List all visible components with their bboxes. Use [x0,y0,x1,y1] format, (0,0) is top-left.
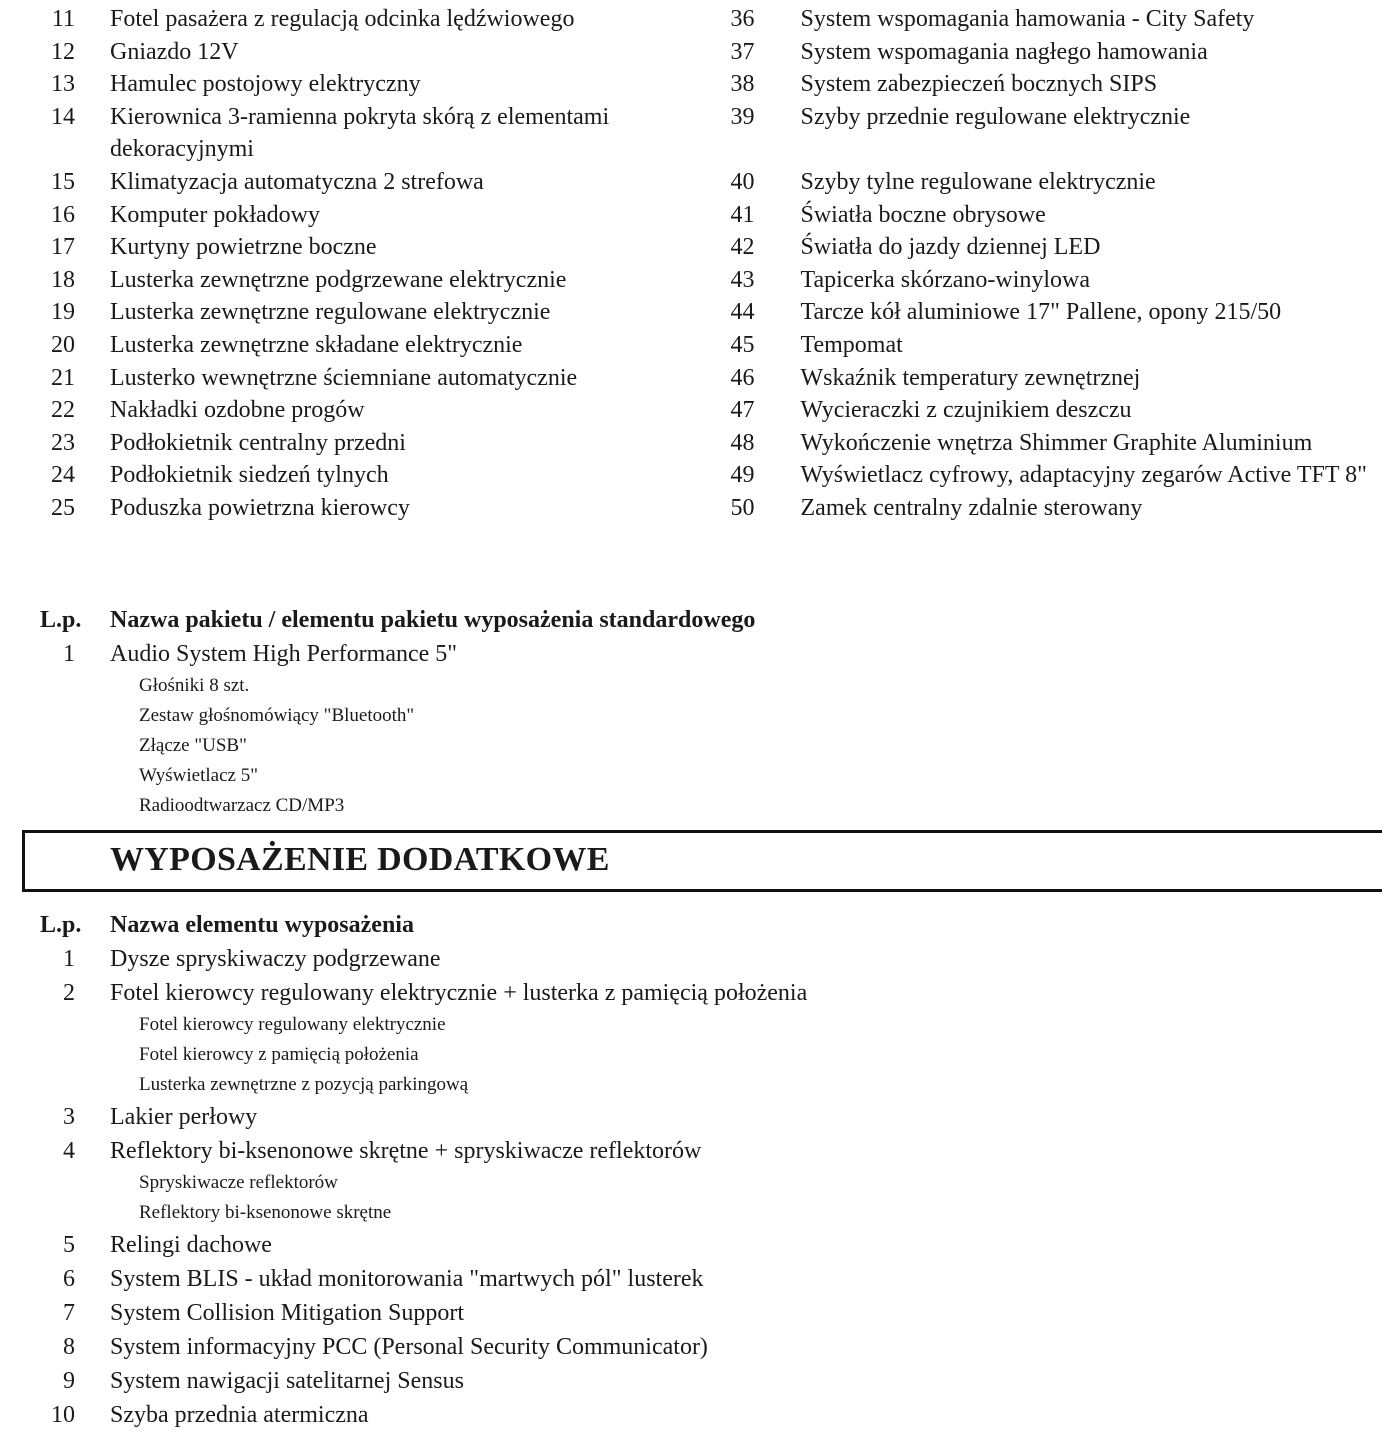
item-name: Lakier perłowy [110,1104,258,1130]
item-number: 1 [63,946,75,972]
list-row [0,329,1382,362]
list-item [693,296,1382,329]
sub-item: Fotel kierowcy regulowany elektrycznie [139,1014,446,1035]
item-number: 12 [51,38,75,65]
item-number: 2 [63,980,75,1006]
list-item [0,427,693,460]
list-row [0,36,1382,69]
item-number: 1 [63,641,75,667]
list-item [0,1330,1382,1364]
list-row [0,264,1382,297]
list-item [693,199,1382,232]
list-item [693,36,1382,69]
item-number: 21 [51,364,75,391]
item-number: 6 [63,1266,75,1292]
item-name: Wskaźnik temperatury zewnętrznej [800,364,1141,391]
item-number: 43 [730,266,755,293]
item-number: 13 [51,71,75,98]
list-item [0,1364,1382,1398]
item-number: 36 [730,6,755,32]
list-item [0,1296,1382,1330]
list-item [693,166,1382,199]
list-row [0,231,1382,264]
list-row [0,394,1382,427]
sub-item: Radioodtwarzacz CD/MP3 [139,795,345,816]
list-item [693,459,1382,492]
list-row [0,101,1382,166]
sub-item: Reflektory bi-ksenonowe skrętne [139,1202,392,1223]
item-name: Szyba przednia atermiczna [110,1402,369,1428]
packages-section [0,604,1382,821]
sub-item: Złącze "USB" [139,735,247,756]
list-item [0,1228,1382,1262]
list-item [693,264,1382,297]
list-item [693,231,1382,264]
item-name: Szyby tylne regulowane elektrycznie [800,168,1156,195]
item-number: 40 [730,168,755,195]
item-number: 50 [730,494,755,521]
list-item [693,362,1382,395]
list-item [0,296,693,329]
list-item [0,1262,1382,1296]
item-number: 47 [730,397,755,424]
list-row [0,427,1382,460]
item-number: 20 [51,331,75,358]
sub-item: Głośniki 8 szt. [139,675,250,696]
item-number: 49 [730,462,755,489]
name-header: Nazwa pakietu / elementu pakietu wyposażenia standardowego [110,607,756,633]
item-number: 17 [51,234,75,261]
list-item [693,3,1382,36]
item-name: Podłokietnik siedzeń tylnych [110,462,389,489]
item-name: System Collision Mitigation Support [110,1300,465,1326]
item-number: 16 [51,201,75,228]
list-item [0,264,693,297]
item-name: Wykończenie wnętrza Shimmer Graphite Aluminium [800,429,1313,456]
sub-item: Lusterka zewnętrzne z pozycją parkingową [139,1074,469,1095]
item-name: Kierownica 3-ramienna pokryta skórą z elementami dekoracyjnymi [110,103,610,163]
item-name: Fotel pasażera z regulacją odcinka lędźwiowego [110,6,575,32]
lp-header: L.p. [40,607,82,633]
item-number: 7 [63,1300,75,1326]
item-name: Lusterko wewnętrzne ściemniane automatycznie [110,364,578,391]
section-title-box [22,830,1382,892]
sub-item: Spryskiwacze reflektorów [139,1172,338,1193]
item-name: Dysze spryskiwaczy podgrzewane [110,946,441,972]
list-item [693,68,1382,101]
item-number: 48 [730,429,755,456]
name-header: Nazwa elementu wyposażenia [110,912,414,938]
item-number: 25 [51,494,75,521]
item-number: 45 [730,331,755,358]
list-row [0,68,1382,101]
item-number: 44 [730,299,755,326]
item-name: Lusterka zewnętrzne składane elektrycznie [110,331,523,358]
section-title: WYPOSAŻENIE DODATKOWE [110,841,610,878]
sub-item: Wyświetlacz 5" [139,765,258,786]
item-number: 38 [730,71,755,98]
item-name: Lusterka zewnętrzne regulowane elektrycznie [110,299,551,326]
item-number: 24 [51,462,75,489]
list-item [0,394,693,427]
list-item [0,36,693,69]
additional-section [0,909,1382,1432]
item-name: Światła boczne obrysowe [800,201,1046,228]
list-item [0,3,693,36]
item-name: Światła do jazdy dziennej LED [800,234,1101,261]
item-name: System BLIS - układ monitorowania "martwych pól" lusterek [110,1266,704,1292]
item-name: Zamek centralny zdalnie sterowany [800,494,1143,521]
sub-item: Zestaw głośnomówiący "Bluetooth" [139,705,415,726]
list-item [693,329,1382,362]
item-number: 18 [51,266,75,293]
item-name: Lusterka zewnętrzne podgrzewane elektrycznie [110,266,567,293]
list-row [0,459,1382,492]
list-item [0,166,693,199]
item-name: Gniazdo 12V [110,38,239,65]
list-item [0,101,693,166]
item-number: 9 [63,1368,75,1394]
list-row [0,296,1382,329]
list-item [693,427,1382,460]
list-row [0,362,1382,395]
lp-header: L.p. [40,912,82,938]
standard-equipment-list [0,3,1382,525]
item-number: 4 [63,1138,75,1164]
item-name: Podłokietnik centralny przedni [110,429,406,456]
item-name: Wycieraczki z czujnikiem deszczu [800,397,1132,424]
item-name: Hamulec postojowy elektryczny [110,71,421,98]
item-number: 3 [63,1104,75,1130]
list-row [0,166,1382,199]
list-row [0,3,1382,36]
packages-header [0,604,1382,637]
item-number: 23 [51,429,75,456]
item-name: Tarcze kół aluminiowe 17" Pallene, opony 215/50 [800,299,1282,326]
list-item [0,459,693,492]
item-name: Nakładki ozdobne progów [110,397,365,424]
item-number: 19 [51,299,75,326]
list-item [0,362,693,395]
item-name: System wspomagania hamowania - City Safety [800,6,1255,32]
list-row [0,492,1382,525]
list-item [0,329,693,362]
item-name: System zabezpieczeń bocznych SIPS [800,71,1158,98]
list-item [0,492,693,525]
list-item [0,231,693,264]
list-item [693,492,1382,525]
item-number: 15 [51,168,75,195]
item-name: Tempomat [800,331,903,358]
item-name: Poduszka powietrzna kierowcy [110,494,410,521]
item-name: Tapicerka skórzano-winylowa [800,266,1091,293]
list-item [693,394,1382,427]
item-name: Szyby przednie regulowane elektrycznie [800,103,1191,130]
item-name: System informacyjny PCC (Personal Security Communicator) [110,1334,708,1360]
additional-header [0,909,1382,942]
item-name: Kurtyny powietrzne boczne [110,234,377,261]
list-item [0,199,693,232]
item-name: Relingi dachowe [110,1232,272,1258]
item-name: System nawigacji satelitarnej Sensus [110,1368,464,1394]
list-item [0,68,693,101]
list-item [0,1100,1382,1134]
item-name: Klimatyzacja automatyczna 2 strefowa [110,168,484,195]
list-item [693,101,1382,166]
sub-item: Fotel kierowcy z pamięcią położenia [139,1044,419,1065]
list-item [0,976,1382,1010]
list-item [0,942,1382,976]
item-number: 14 [51,103,75,130]
item-name: Audio System High Performance 5" [110,641,458,667]
item-name: System wspomagania nagłego hamowania [800,38,1208,65]
item-number: 8 [63,1334,75,1360]
item-number: 5 [63,1232,75,1258]
item-number: 39 [730,103,755,130]
item-number: 37 [730,38,755,65]
list-row [0,199,1382,232]
item-number: 41 [730,201,755,228]
item-number: 11 [51,6,75,32]
list-item [0,637,1382,671]
item-name: Wyświetlacz cyfrowy, adaptacyjny zegarów Active TFT 8" [800,462,1367,489]
item-number: 22 [51,397,75,424]
item-name: Reflektory bi-ksenonowe skrętne + spryskiwacze reflektorów [110,1138,702,1164]
item-number: 42 [730,234,755,261]
item-number: 46 [730,364,755,391]
item-name: Fotel kierowcy regulowany elektrycznie + lusterka z pamięcią położenia [110,980,808,1006]
list-item [0,1134,1382,1168]
item-name: Komputer pokładowy [110,201,320,228]
item-number: 10 [51,1402,75,1428]
list-item [0,1398,1382,1432]
